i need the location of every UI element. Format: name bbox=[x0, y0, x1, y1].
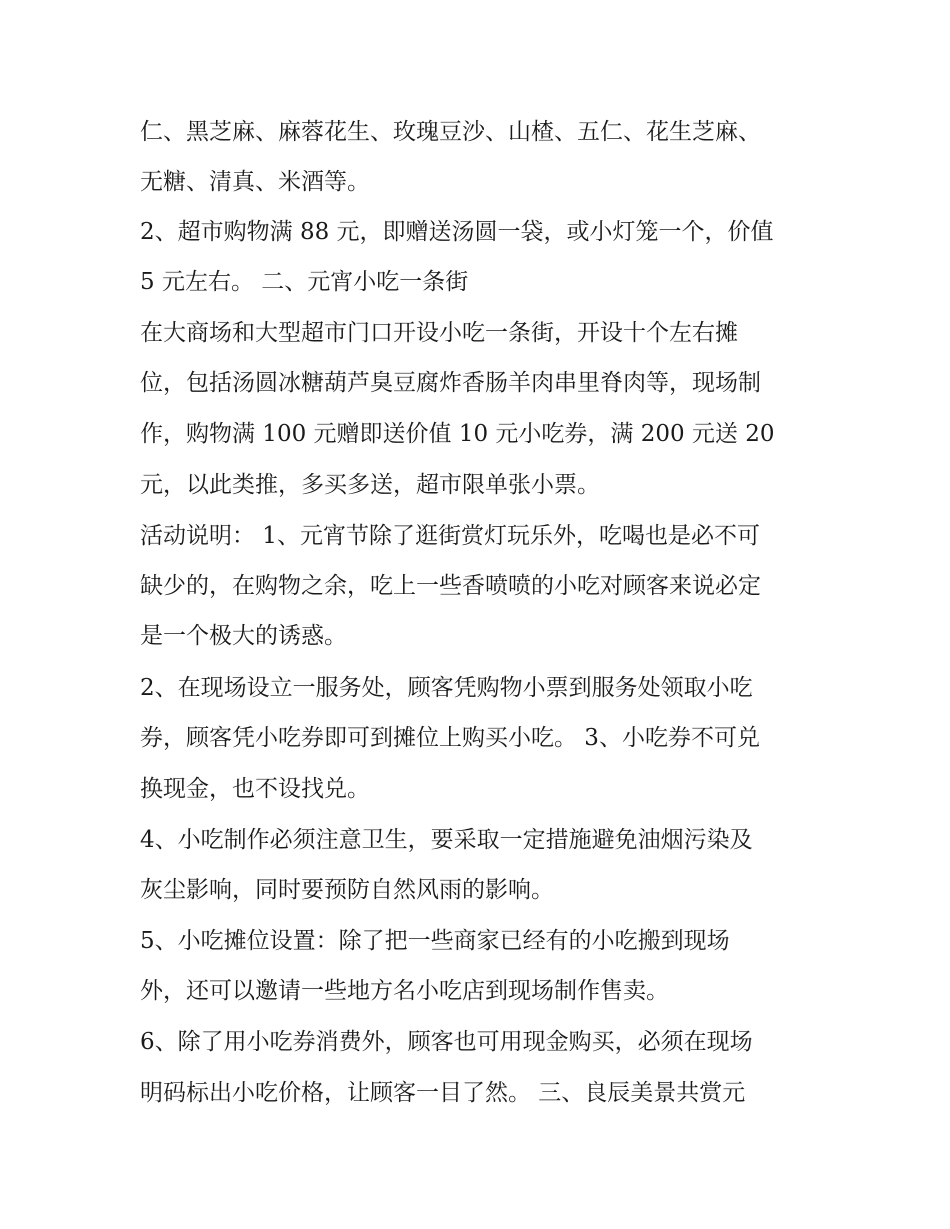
text-line: 在大商场和大型超市门口开设小吃一条街，开设十个左右摊 bbox=[140, 320, 738, 346]
text-line: 外，还可以邀请一些地方名小吃店到现场制作售卖。 bbox=[140, 978, 669, 1004]
text-line: 是一个极大的诱惑。 bbox=[140, 623, 347, 649]
text-line: 缺少的，在购物之余，吃上一些香喷喷的小吃对顾客来说必定 bbox=[140, 573, 761, 599]
text-line: 无糖、清真、米酒等。 bbox=[140, 169, 370, 195]
text-line: 2、在现场设立一服务处，顾客凭购物小票到服务处领取小吃 bbox=[140, 675, 753, 701]
text-line: 5、小吃摊位设置：除了把一些商家已经有的小吃搬到现场 bbox=[140, 928, 730, 954]
text-line: 活动说明： 1、元宵节除了逛街赏灯玩乐外，吃喝也是必不可 bbox=[140, 523, 760, 549]
text-line: 明码标出小吃价格，让顾客一目了然。 三、良辰美景共赏元 bbox=[140, 1080, 746, 1106]
text-line: 6、除了用小吃券消费外，顾客也可用现金购买，必须在现场 bbox=[140, 1029, 753, 1055]
text-line: 灰尘影响，同时要预防自然风雨的影响。 bbox=[140, 877, 554, 903]
text-line: 2、超市购物满 88 元，即赠送汤圆一袋，或小灯笼一个，价值 bbox=[140, 219, 774, 245]
text-line: 作，购物满 100 元赠即送价值 10 元小吃券，满 200 元送 20 bbox=[140, 421, 775, 447]
text-line: 券，顾客凭小吃券即可到摊位上购买小吃。 3、小吃券不可兑 bbox=[140, 725, 760, 751]
text-line: 元，以此类推，多买多送，超市限单张小票。 bbox=[140, 472, 600, 498]
text-line: 4、小吃制作必须注意卫生，要采取一定措施避免油烟污染及 bbox=[140, 827, 753, 853]
text-line: 位，包括汤圆冰糖葫芦臭豆腐炸香肠羊肉串里脊肉等，现场制 bbox=[140, 370, 761, 396]
text-line: 5 元左右。 二、元宵小吃一条街 bbox=[140, 269, 469, 295]
text-line: 仁、黑芝麻、麻蓉花生、玫瑰豆沙、山楂、五仁、花生芝麻、 bbox=[140, 119, 761, 145]
text-line: 换现金，也不设找兑。 bbox=[140, 776, 370, 802]
